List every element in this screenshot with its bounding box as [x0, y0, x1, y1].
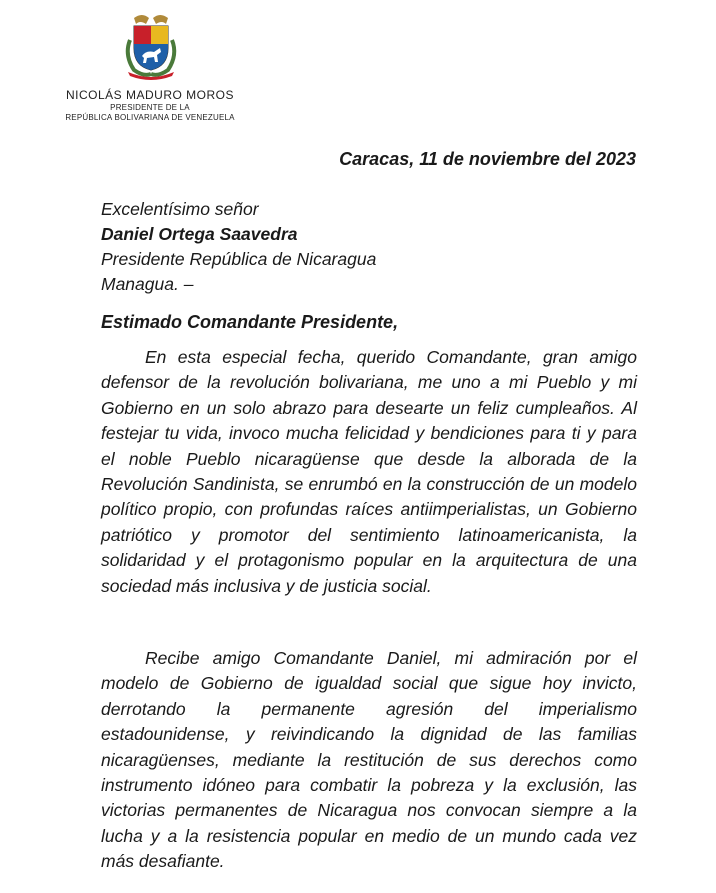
- addressee-block: [101, 197, 641, 297]
- body-paragraph-2: Recibe amigo Comandante Daniel, mi admiración por el modelo de Gobierno de igualdad social que sigue hoy invicto, derrotando la permanente agresión del imperialismo estadounidense, y reivindicando la dignidad de las familias nicaragüenses, mediante la restitución de sus derechos como instrumento idóneo para combatir la pobreza y la exclusión, las victorias permanentes de Nicaragua nos convocan siempre a la lucha y a la resistencia popular en medio de un mundo cada vez más desafiante.: [101, 648, 637, 872]
- addressee-position: Presidente República de Nicaragua: [101, 249, 377, 269]
- addressee-honorific: Excelentísimo señor: [101, 199, 259, 219]
- addressee-city: Managua. –: [101, 274, 194, 294]
- letter-date: Caracas, 11 de noviembre del 2023: [339, 149, 636, 169]
- salutation: Estimado Comandante Presidente,: [101, 312, 399, 332]
- sender-name: NICOLÁS MADURO MOROS: [65, 88, 234, 102]
- body-paragraph-1: En esta especial fecha, querido Comandante, gran amigo defensor de la revolución bolivariana, me uno a mi Pueblo y mi Gobierno en un solo abrazo para desearte un feliz cumpleaños. Al festejar tu vida, invoco mucha felicidad y bendiciones para ti y para el noble Pueblo nicaragüense que desde la alborada de la Revolución Sandinista, se enrumbó en la construcción de un modelo político propio, con profundas raíces antiimperialistas, un Gobierno patriótico y promotor del sentimiento latinoamericanista, la solidaridad y el protagonismo popular en la arquitectura de una sociedad más inclusiva y de justicia social.: [101, 347, 637, 596]
- sender-title-line2: REPÚBLICA BOLIVARIANA DE VENEZUELA: [65, 113, 235, 122]
- addressee-name: Daniel Ortega Saavedra: [101, 224, 298, 244]
- coat-of-arms-icon: [116, 10, 186, 80]
- sender-title-line1: PRESIDENTE DE LA: [110, 103, 190, 112]
- letterhead: [40, 88, 260, 123]
